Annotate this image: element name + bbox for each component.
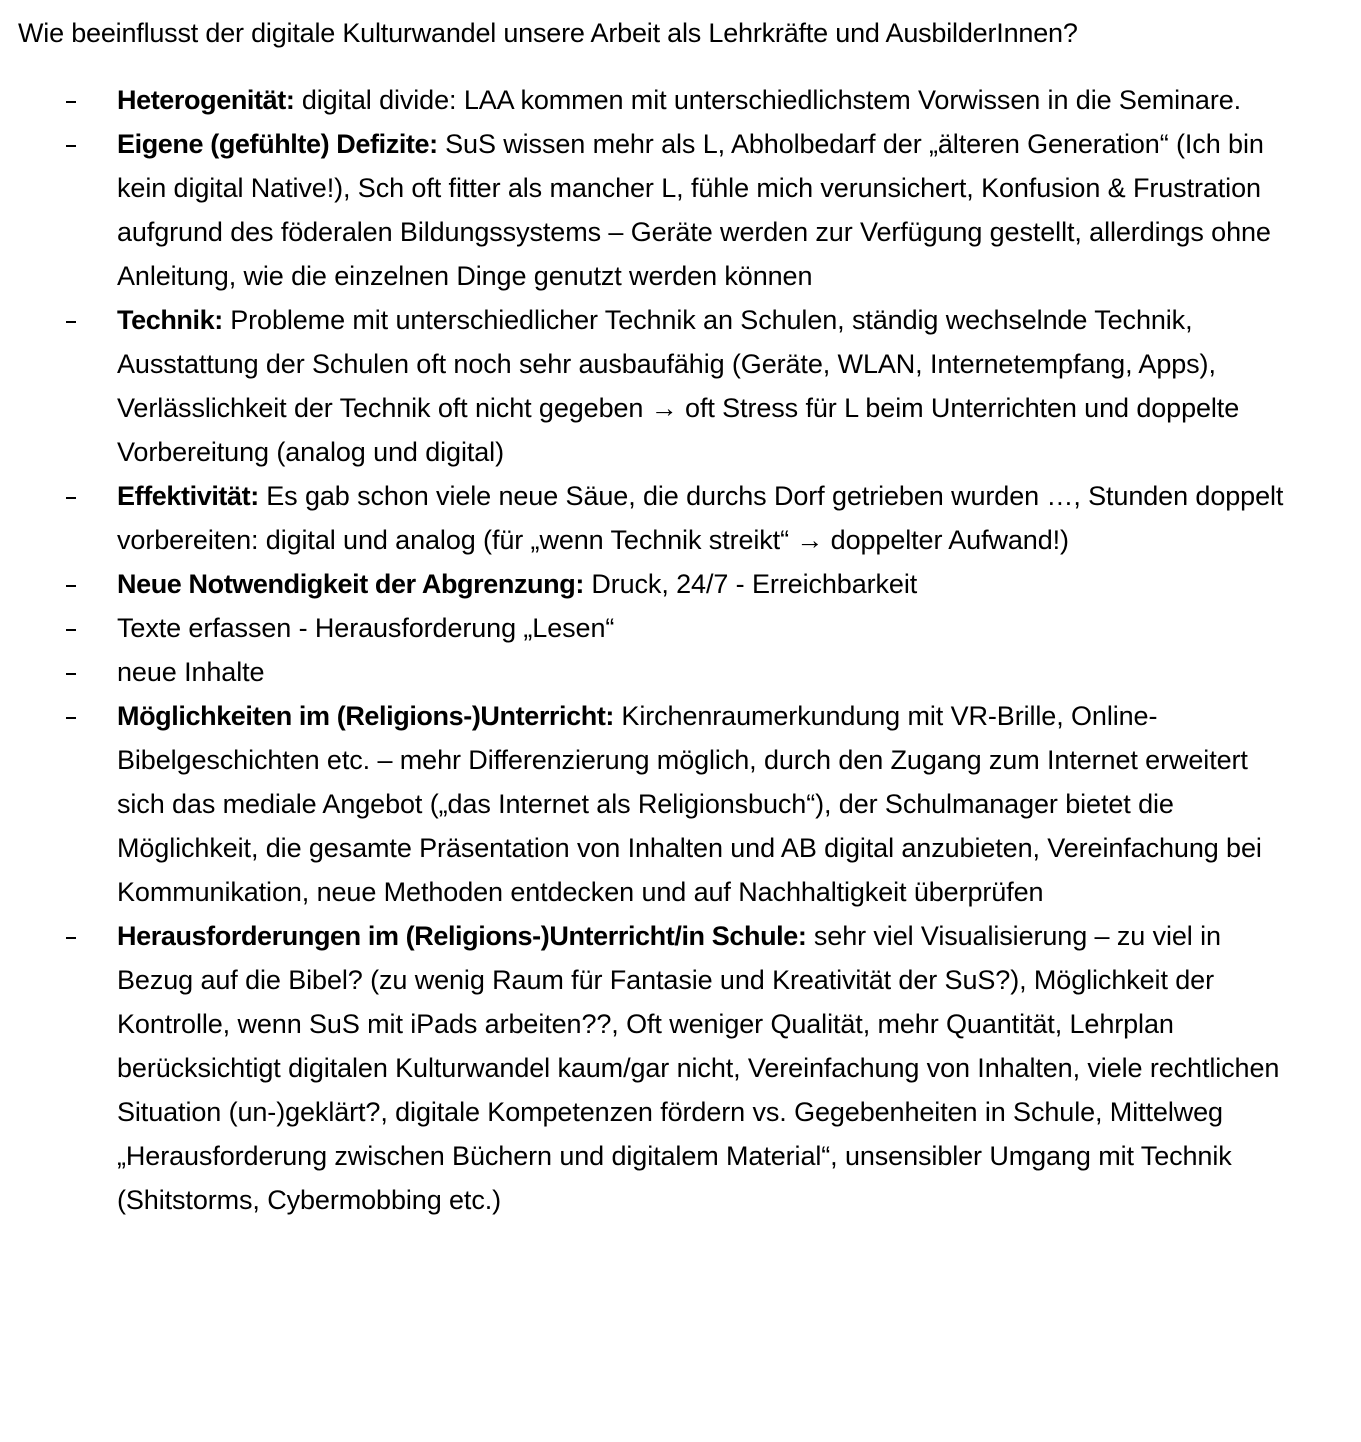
item-text: neue Inhalte — [117, 657, 265, 687]
list-item-moeglichkeiten — [0, 694, 1287, 914]
item-term: Technik: — [117, 305, 223, 335]
item-text: Druck, 24/7 - Erreichbarkeit — [583, 569, 918, 599]
list-item-heterogenitaet — [0, 78, 1287, 122]
list-item-defizite — [0, 122, 1287, 298]
item-text: digital divide: LAA kommen mit unterschiedlichstem Vorwissen in die Seminare. — [294, 85, 1242, 115]
item-term: Neue Notwendigkeit der Abgrenzung: — [117, 569, 584, 599]
item-text: Probleme mit unterschiedlicher Technik an Schulen, ständig wechselnde Technik, Ausstattung der Schulen oft noch sehr ausbaufähig (Geräte, WLAN, Internetempfang, Apps), Verlässlichkeit der Technik oft nicht gegeben → oft Stress für L beim Unterrichten und doppelte Vorbereitung (analog und digital) — [117, 305, 1240, 467]
bullet-list — [0, 78, 1361, 1222]
document-title: Wie beeinflusst der digitale Kulturwandel unsere Arbeit als Lehrkräfte und AusbilderInnen? — [18, 18, 1078, 48]
list-item-herausforderungen — [0, 914, 1287, 1222]
list-item-technik — [0, 298, 1287, 474]
item-term: Möglichkeiten im (Religions-)Unterricht: — [117, 701, 615, 731]
item-text: Kirchenraumerkundung mit VR-Brille, Online-Bibelgeschichten etc. – mehr Differenzierung möglich, durch den Zugang zum Internet erweitert sich das mediale Angebot („das Internet als Religionsbuch“), der Schulmanager bietet die Möglichkeit, die gesamte Präsentation von Inhalten und AB digital anzubieten, Vereinfachung bei Kommunikation, neue Methoden entdecken und auf Nachhaltigkeit überprüfen — [117, 701, 1262, 907]
item-text: Es gab schon viele neue Säue, die durchs Dorf getrieben wurden …, Stunden doppelt vorbereiten: digital und analog (für „wenn Technik streikt“ → doppelter Aufwand!) — [117, 481, 1284, 555]
item-text: Texte erfassen - Herausforderung „Lesen“ — [117, 613, 615, 643]
list-item-neue-inhalte — [0, 650, 1287, 694]
list-item-abgrenzung — [0, 562, 1287, 606]
item-term: Heterogenität: — [117, 85, 295, 115]
item-term: Herausforderungen im (Religions-)Unterricht/in Schule: — [117, 921, 807, 951]
list-item-effektivitaet — [0, 474, 1287, 562]
list-item-texte-erfassen — [0, 606, 1287, 650]
item-text: SuS wissen mehr als L, Abholbedarf der „älteren Generation“ (Ich bin kein digital Native!), Sch oft fitter als mancher L, fühle mich verunsichert, Konfusion & Frustration aufgrund des föderalen Bildungssystems – Geräte werden zur Verfügung gestellt, allerdings ohne Anleitung, wie die einzelnen Dinge genutzt werden können — [117, 129, 1271, 291]
item-text: sehr viel Visualisierung – zu viel in Bezug auf die Bibel? (zu wenig Raum für Fantasie und Kreativität der SuS?), Möglichkeit der Kontrolle, wenn SuS mit iPads arbeiten??, Oft weniger Qualität, mehr Quantität, Lehrplan berücksichtigt digitalen Kulturwandel kaum/gar nicht, Vereinfachung von Inhalten, viele rechtlichen Situation (un-)geklärt?, digitale Kompetenzen fördern vs. Gegebenheiten in Schule, Mittelweg „Herausforderung zwischen Büchern und digitalem Material“, unsensibler Umgang mit Technik (Shitstorms, Cybermobbing etc.) — [117, 921, 1280, 1215]
item-term: Eigene (gefühlte) Defizite: — [117, 129, 438, 159]
item-term: Effektivität: — [117, 481, 259, 511]
